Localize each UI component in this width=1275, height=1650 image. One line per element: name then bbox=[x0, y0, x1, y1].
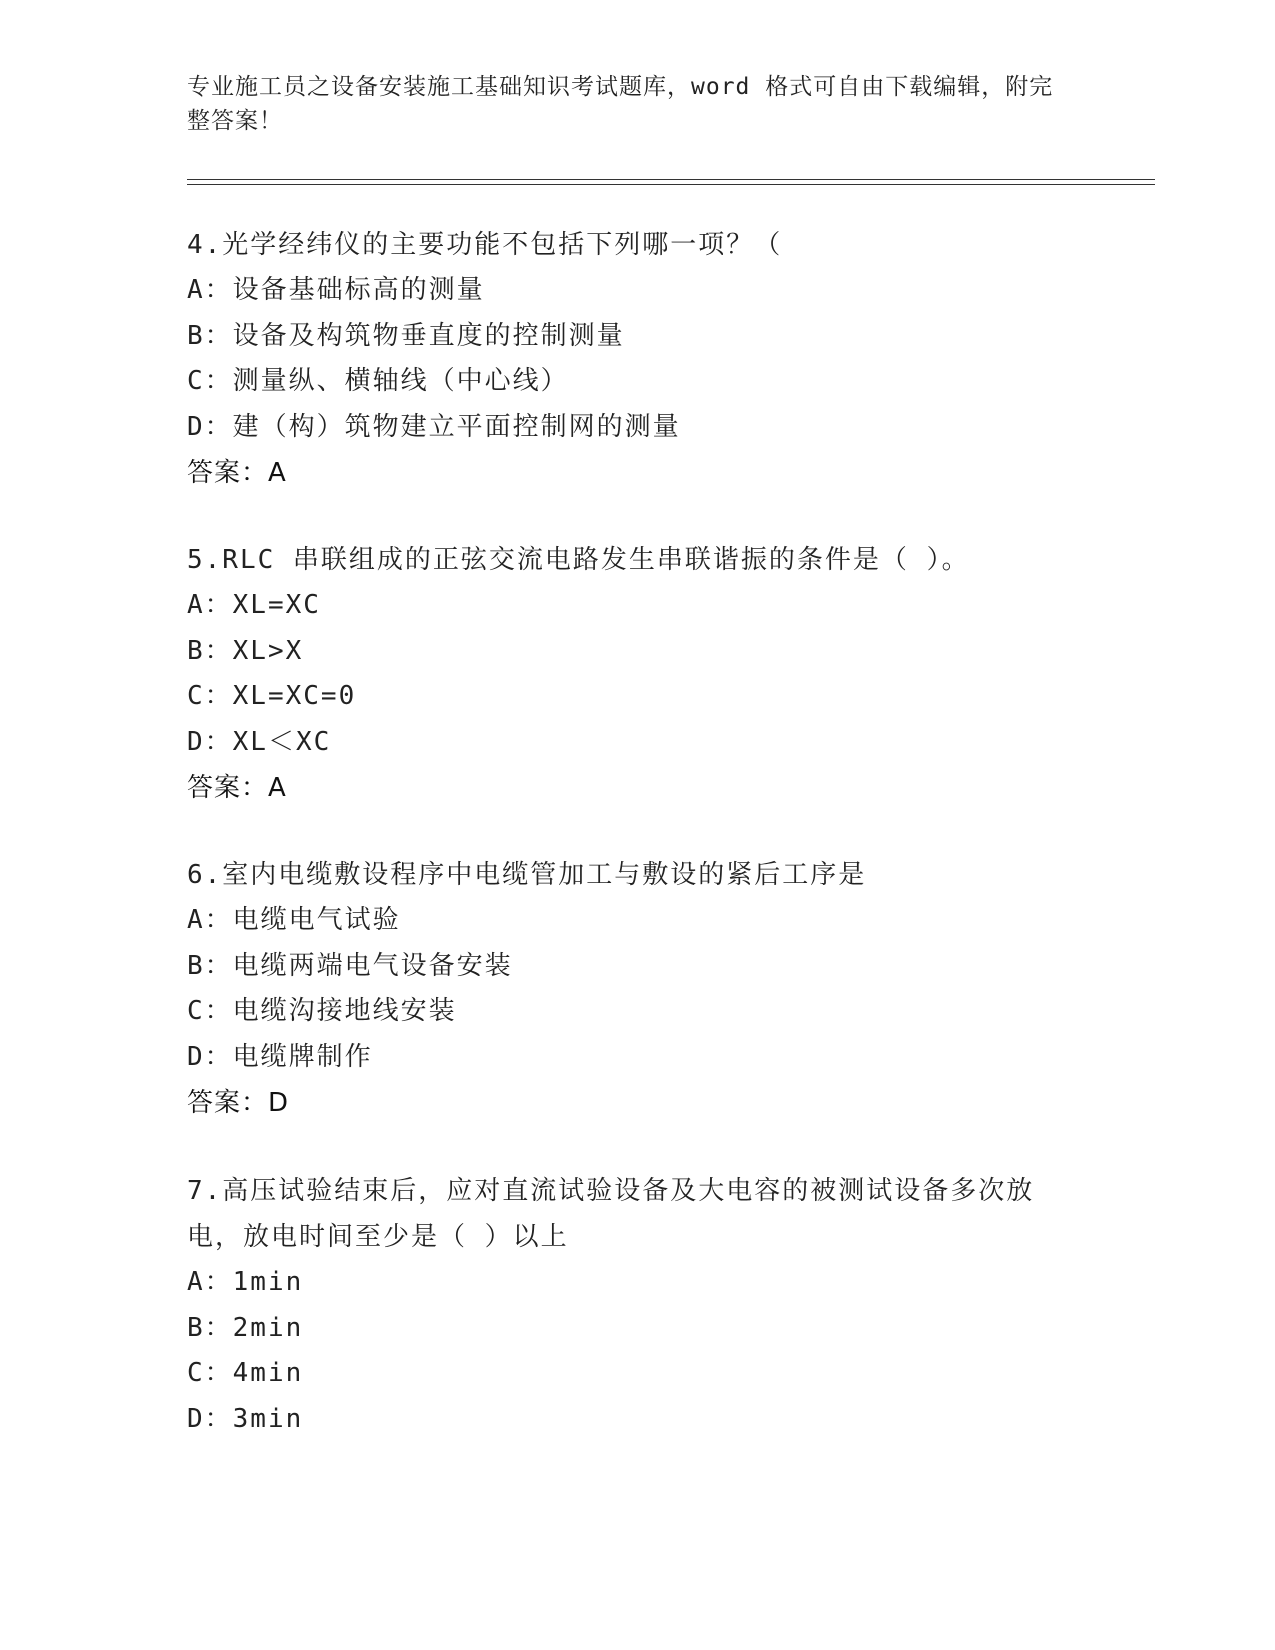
answer: 答案：A bbox=[187, 458, 287, 488]
question-6 bbox=[187, 852, 1077, 1126]
option-d: D：电缆牌制作 bbox=[187, 1041, 373, 1072]
option-d: D：XL＜XC bbox=[187, 726, 332, 757]
answer: 答案：D bbox=[187, 1088, 290, 1118]
question-5 bbox=[187, 537, 1077, 811]
option-a: A：XL=XC bbox=[187, 590, 321, 620]
option-d: D：3min bbox=[187, 1403, 304, 1434]
option-d: D：建（构）筑物建立平面控制网的测量 bbox=[187, 411, 681, 442]
question-stem: 4.光学经纬仪的主要功能不包括下列哪一项？（ bbox=[187, 230, 783, 260]
option-c: C：XL=XC=0 bbox=[187, 681, 357, 711]
option-a: A：设备基础标高的测量 bbox=[187, 275, 485, 305]
option-b: B：电缆两端电气设备安装 bbox=[187, 950, 513, 981]
question-stem: 5.RLC 串联组成的正弦交流电路发生串联谐振的条件是（ ）。 bbox=[187, 545, 970, 575]
document-header: 专业施工员之设备安装施工基础知识考试题库，word 格式可自由下载编辑，附完整答案！ bbox=[187, 74, 1054, 134]
answer: 答案：A bbox=[187, 773, 287, 803]
option-b: B：设备及构筑物垂直度的控制测量 bbox=[187, 320, 625, 351]
option-b: B：XL>X bbox=[187, 635, 304, 666]
question-4 bbox=[187, 222, 1077, 496]
option-b: B：2min bbox=[187, 1312, 304, 1343]
option-a: A：1min bbox=[187, 1267, 304, 1297]
header-divider-bottom bbox=[187, 184, 1155, 185]
option-c: C：测量纵、横轴线（中心线） bbox=[187, 366, 569, 396]
question-stem: 6.室内电缆敷设程序中电缆管加工与敷设的紧后工序是 bbox=[187, 860, 867, 890]
option-c: C：电缆沟接地线安装 bbox=[187, 996, 457, 1026]
question-stem: 7.高压试验结束后，应对直流试验设备及大电容的被测试设备多次放电，放电时间至少是（ ）以上 bbox=[187, 1176, 1035, 1252]
option-c: C：4min bbox=[187, 1358, 304, 1388]
question-7 bbox=[187, 1168, 1077, 1442]
header-divider-top bbox=[187, 179, 1155, 180]
option-a: A：电缆电气试验 bbox=[187, 905, 401, 935]
